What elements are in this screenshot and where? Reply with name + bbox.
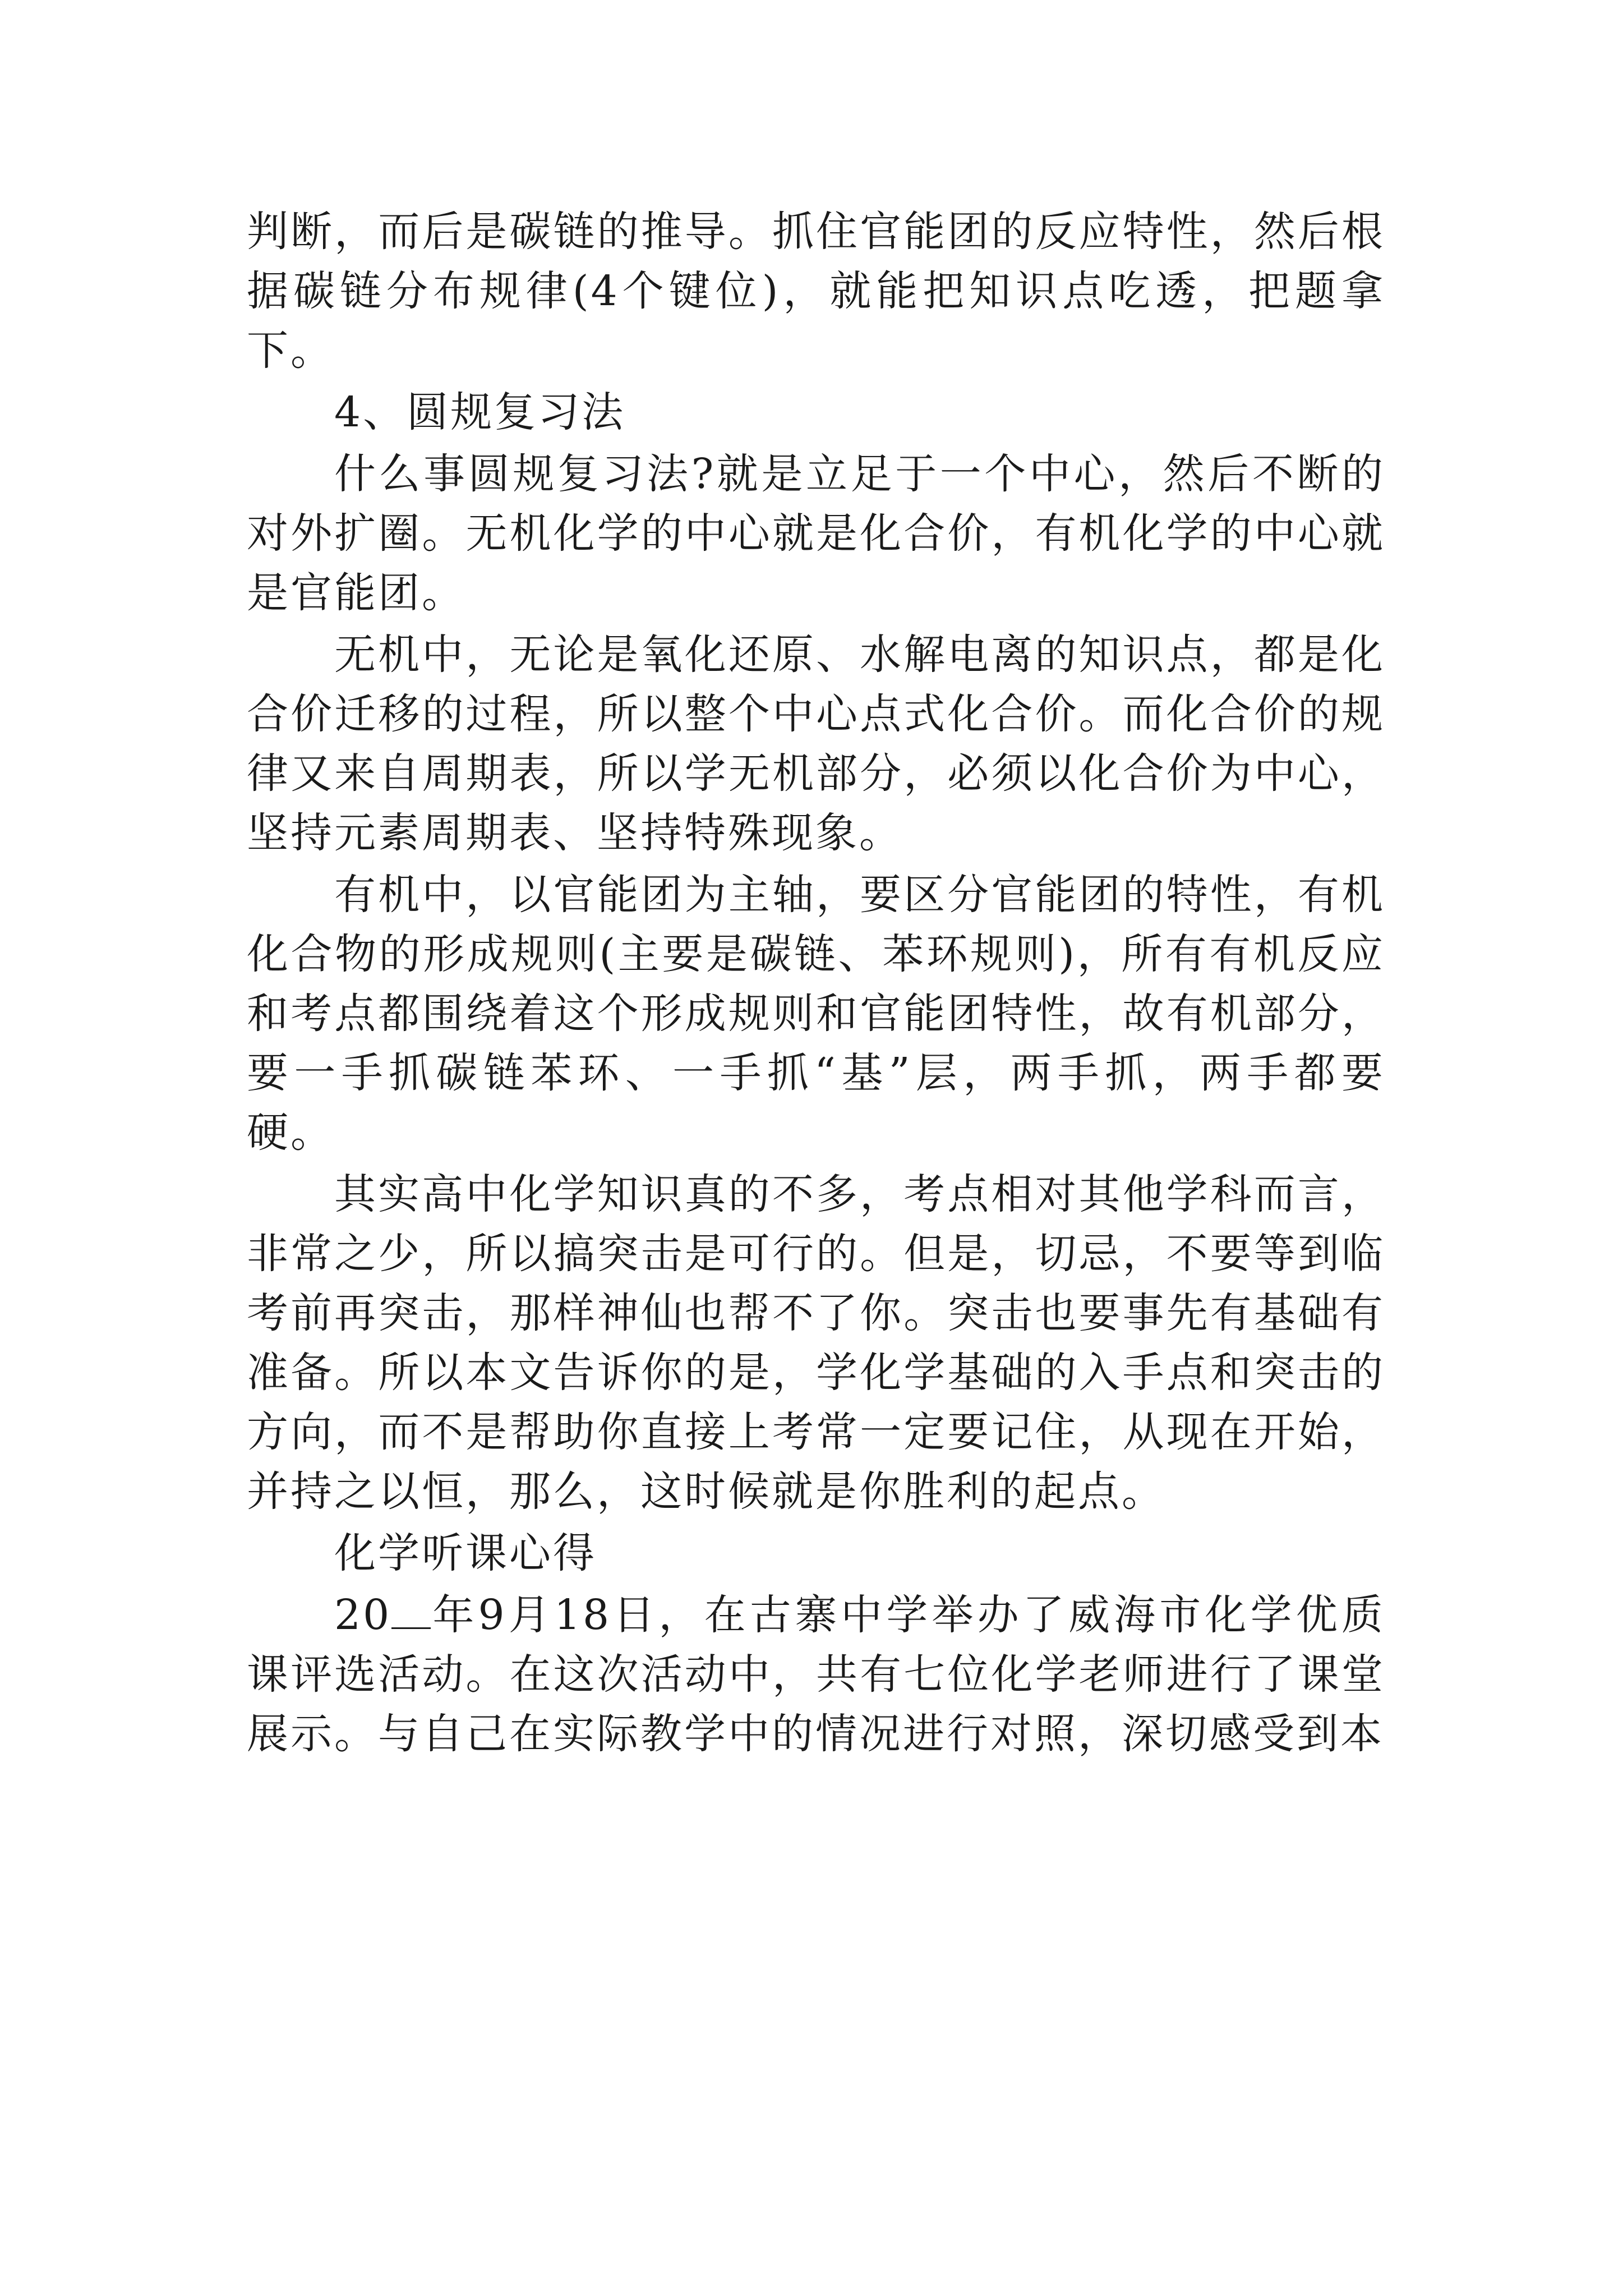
- paragraph-compass-definition: 什么事圆规复习法?就是立足于一个中心，然后不断的对外扩圈。无机化学的中心就是化合价，有机化学的中心就是官能团。: [247, 450, 1385, 617]
- lecture-intro-text: 年9月18日，在古寨中学举办了威海市化学优质课评选活动。在这次活动中，共有七位化学老师进行了课堂展示。与自己在实际教学中的情况进行对照，深切感受到本: [247, 1591, 1385, 1758]
- paragraph-inorganic: 无机中，无论是氧化还原、水解电离的知识点，都是化合价迁移的过程，所以整个中心点式化合价。而化合价的规律又来自周期表，所以学无机部分，必须以化合价为中心，坚持元素周期表、坚持特殊现象。: [247, 631, 1385, 857]
- section-heading-compass-method: 4、圆规复习法: [334, 388, 626, 436]
- section-heading-lecture-notes: 化学听课心得: [334, 1529, 597, 1577]
- paragraph-organic: 有机中，以官能团为主轴，要区分官能团的特性，有机化合物的形成规则(主要是碳链、苯环规则)，所有有机反应和考点都围绕着这个形成规则和官能团特性，故有机部分，要一手抓碳链苯环、一手抓“基”层，两手抓，两手都要硬。: [247, 871, 1385, 1157]
- paragraph-lecture-intro: [247, 1585, 1385, 1764]
- document-body: [247, 202, 1385, 1764]
- paragraph-conclusion: 其实高中化学知识真的不多，考点相对其他学科而言，非常之少，所以搞突击是可行的。但是，切忌，不要等到临考前再突击，那样神仙也帮不了你。突击也要事先有基础有准备。所以本文告诉你的是，学化学基础的入手点和突击的方向，而不是帮助你直接上考常一定要记住，从现在开始，并持之以恒，那么，这时候就是你胜利的起点。: [247, 1170, 1385, 1516]
- year-blank: [391, 1594, 431, 1629]
- paragraph-continuation: 判断，而后是碳链的推导。抓住官能团的反应特性，然后根据碳链分布规律(4个键位)，就能把知识点吃透，把题拿下。: [247, 208, 1385, 375]
- year-prefix: 20: [334, 1591, 392, 1639]
